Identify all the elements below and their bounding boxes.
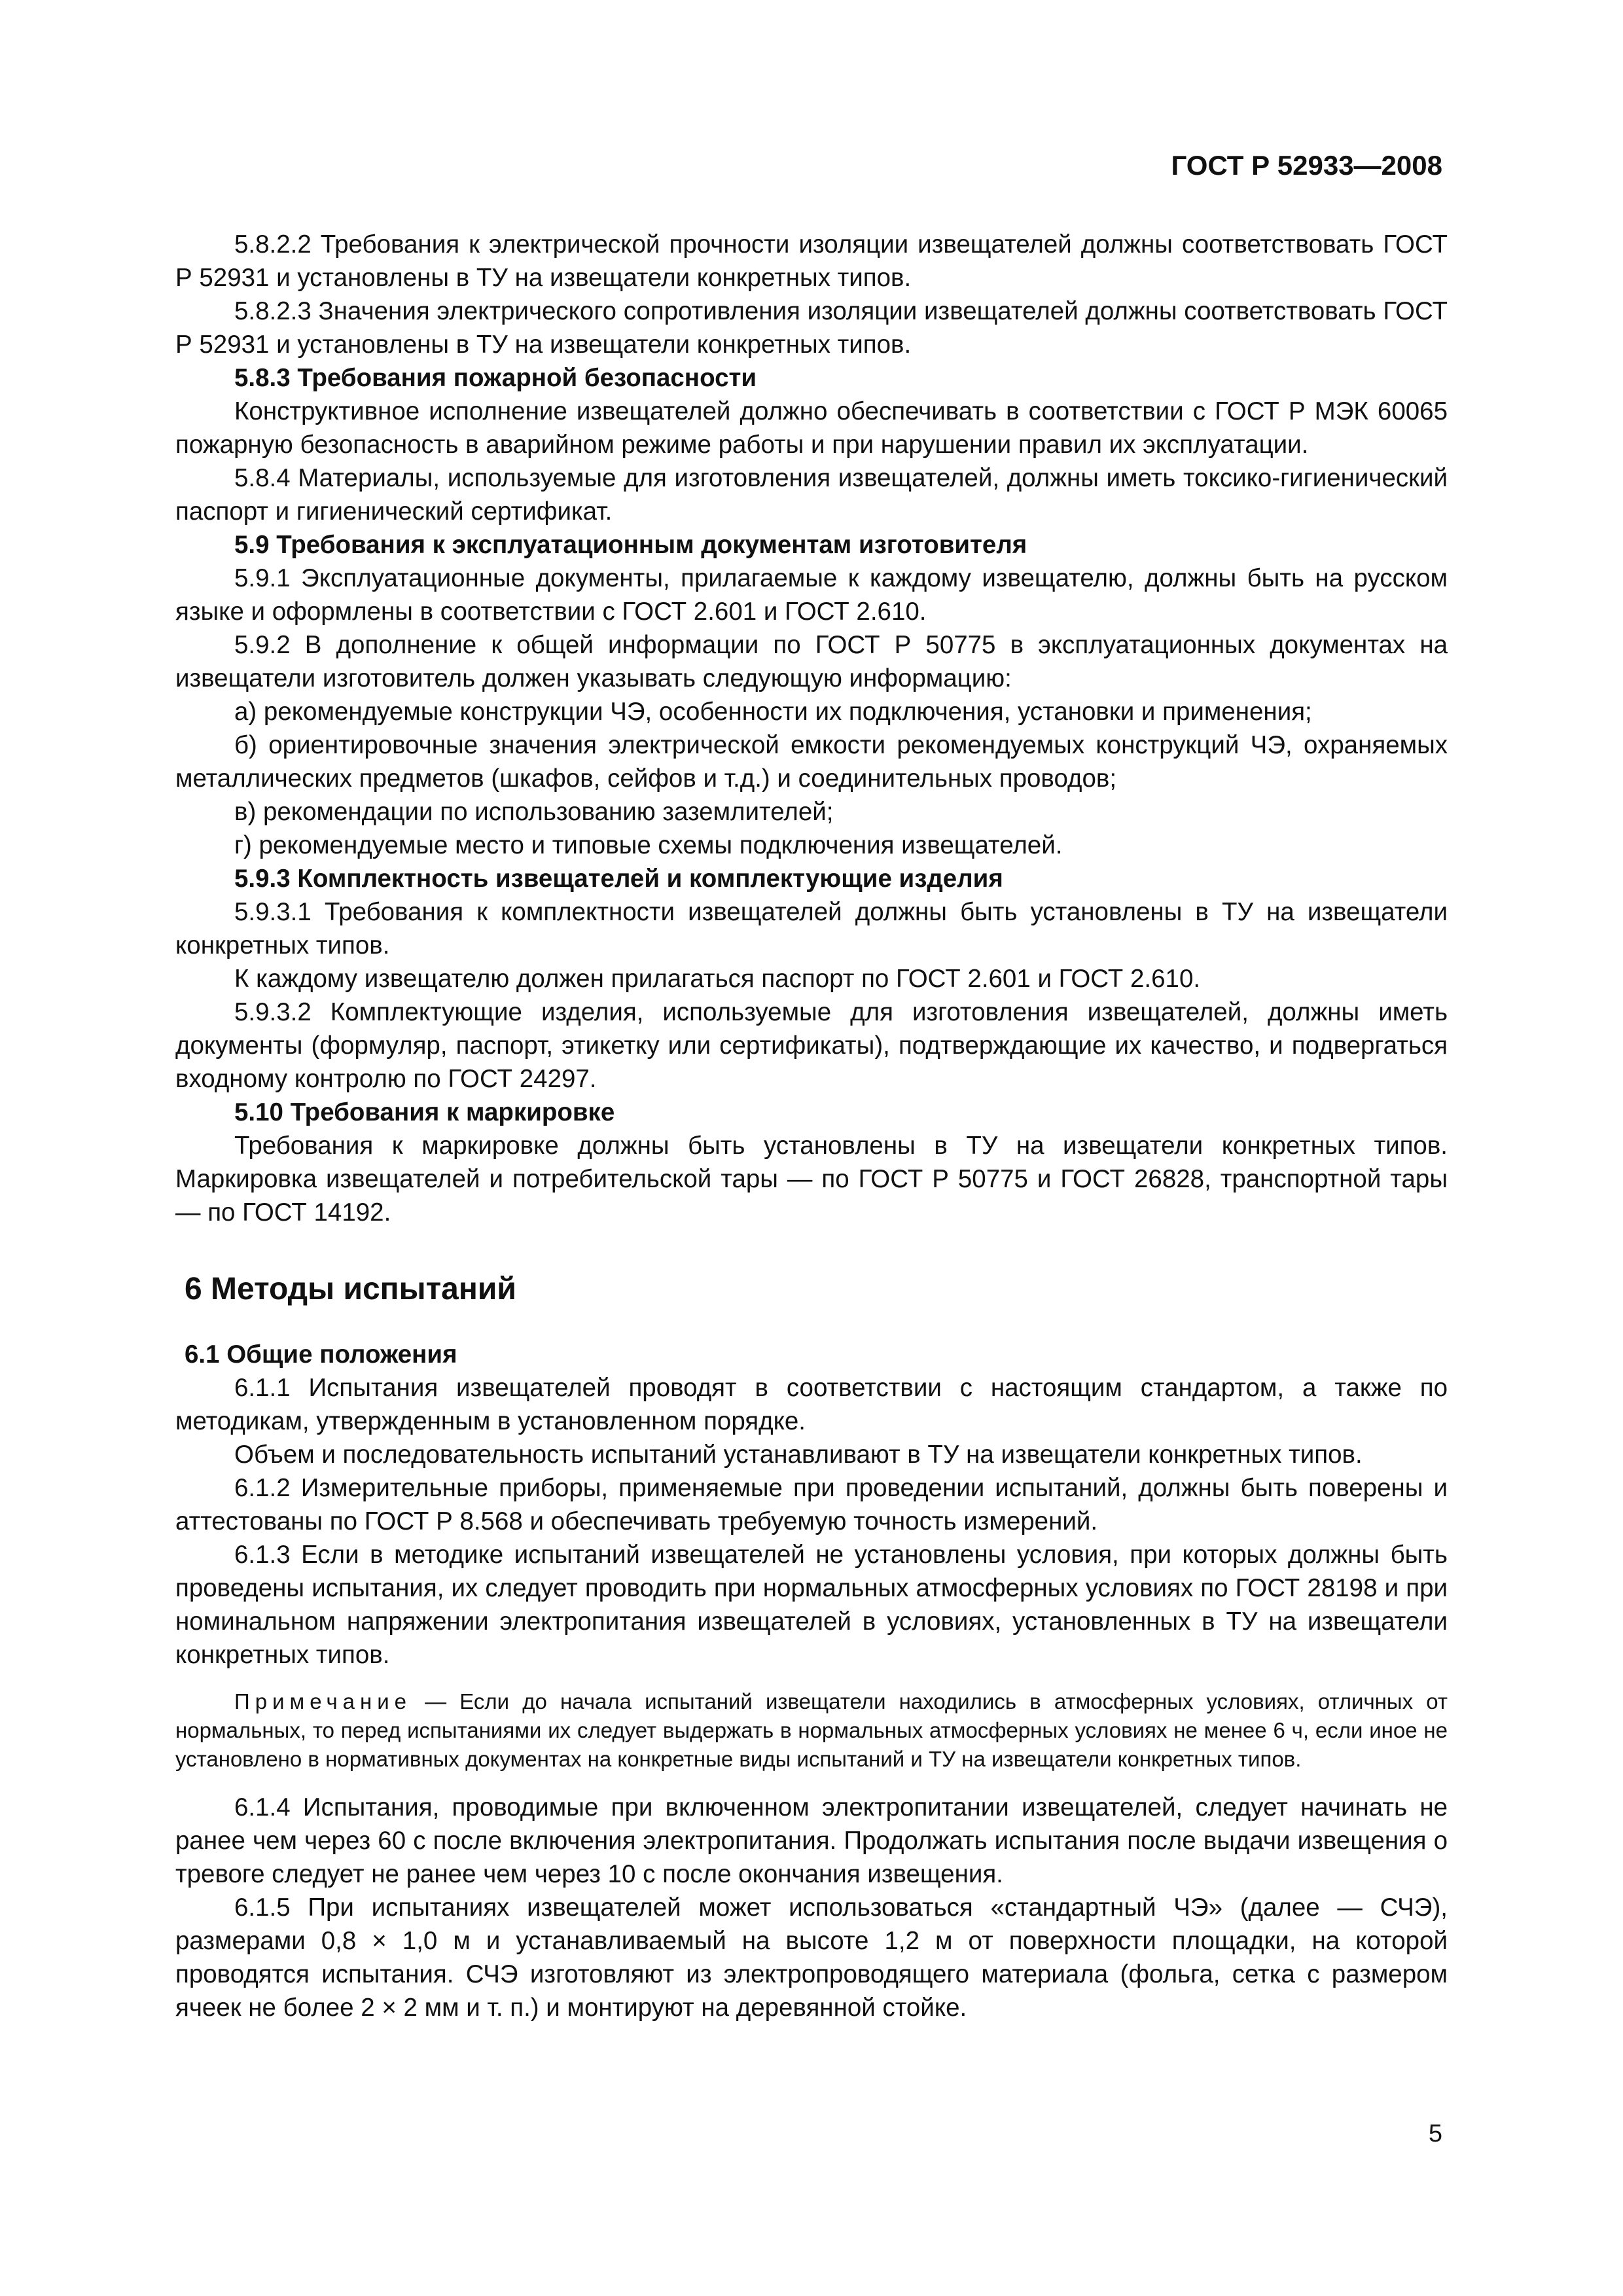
- paragraph: 5.9.1 Эксплуатационные документы, прилагаемые к каждому извещателю, должны быть на русском языке и оформлены в соответствии с ГОСТ 2.601 и ГОСТ 2.610.: [175, 564, 1448, 626]
- subsection-heading: 5.10 Требования к маркировке: [234, 1098, 615, 1126]
- paragraph: б) ориентировочные значения электрической емкости рекомендуемых конструкций ЧЭ, охраняемых металлических предметов (шкафов, сейфов и т.д.) и соединительных проводов;: [175, 731, 1448, 793]
- paragraph: 6.1.3 Если в методике испытаний извещателей не установлены условия, при которых должны быть проведены испытания, их следует проводить при нормальных атмосферных условиях по ГОСТ 28198 и при номинальном напряжении электропитания извещателей в условиях, установленных в ТУ на извещатели конкретных типов.: [175, 1541, 1448, 1669]
- subsection-heading: 5.8.3 Требования пожарной безопасности: [234, 364, 757, 392]
- paragraph: 5.8.2.3 Значения электрического сопротивления изоляции извещателей должны соответствовать ГОСТ Р 52931 и установлены в ТУ на извещатели конкретных типов.: [175, 297, 1448, 359]
- paragraph: 5.8.4 Материалы, используемые для изготовления извещателей, должны иметь токсико-гигиенический паспорт и гигиенический сертификат.: [175, 464, 1448, 526]
- page-number: 5: [1428, 2120, 1442, 2147]
- note-label: Примечание: [234, 1689, 412, 1713]
- paragraph: 6.1.4 Испытания, проводимые при включенном электропитании извещателей, следует начинать не ранее чем через 60 с после включения электропитания. Продолжать испытания после выдачи извещения о тревоге следует не ранее чем через 10 с после окончания извещения.: [175, 1793, 1448, 1888]
- main-text-flow: [175, 228, 1448, 1672]
- document-body: [175, 228, 1448, 2024]
- clause-heading: 6.1 Общие положения: [185, 1340, 457, 1369]
- subsection-heading: 5.9.3 Комплектность извещателей и комплектующие изделия: [234, 865, 1003, 893]
- paragraph: 6.1.5 При испытаниях извещателей может использоваться «стандартный ЧЭ» (далее — СЧЭ), размерами 0,8 × 1,0 м и устанавливаемый на высоте 1,2 м от поверхности площадки, на которой проводятся испытания. СЧЭ изготовляют из электропроводящего материала (фольга, сетка с размером ячеек не более 2 × 2 мм и т. п.) и монтируют на деревянной стойке.: [175, 1893, 1448, 2022]
- paragraph: Конструктивное исполнение извещателей должно обеспечивать в соответствии с ГОСТ Р МЭК 60065 пожарную безопасность в аварийном режиме работы и при нарушении правил их эксплуатации.: [175, 397, 1448, 459]
- paragraph: 5.9.3.2 Комплектующие изделия, используемые для изготовления извещателей, должны иметь документы (формуляр, паспорт, этикетку или сертификаты), подтверждающие их качество, и подвергаться входному контролю по ГОСТ 24297.: [175, 998, 1448, 1093]
- document-header: ГОСТ Р 52933—2008: [1171, 150, 1442, 181]
- paragraph: 5.9.3.1 Требования к комплектности извещателей должны быть установлены в ТУ на извещатели конкретных типов.: [175, 898, 1448, 960]
- paragraph: Объем и последовательность испытаний устанавливают в ТУ на извещатели конкретных типов.: [234, 1441, 1363, 1469]
- paragraph: 5.9.2 В дополнение к общей информации по ГОСТ Р 50775 в эксплуатационных документах на извещатели изготовитель должен указывать следующую информацию:: [175, 631, 1448, 692]
- note: [175, 1687, 1448, 1774]
- subsection-heading: 5.9 Требования к эксплуатационным документам изготовителя: [234, 531, 1027, 559]
- paragraph: 6.1.2 Измерительные приборы, применяемые при проведении испытаний, должны быть поверены и аттестованы по ГОСТ Р 8.568 и обеспечивать требуемую точность измерений.: [175, 1474, 1448, 1535]
- paragraph: 5.8.2.2 Требования к электрической прочности изоляции извещателей должны соответствовать ГОСТ Р 52931 и установлены в ТУ на извещатели конкретных типов.: [175, 230, 1448, 292]
- paragraph: г) рекомендуемые место и типовые схемы подключения извещателей.: [234, 831, 1063, 859]
- paragraph: в) рекомендации по использованию заземлителей;: [234, 798, 834, 826]
- after-text-flow: [175, 1791, 1448, 2024]
- section-heading: 6 Методы испытаний: [185, 1272, 516, 1306]
- paragraph: 6.1.1 Испытания извещателей проводят в соответствии с настоящим стандартом, а также по методикам, утвержденным в установленном порядке.: [175, 1374, 1448, 1435]
- paragraph: Требования к маркировке должны быть установлены в ТУ на извещатели конкретных типов. Маркировка извещателей и потребительской тары — по ГОСТ Р 50775 и ГОСТ 26828, транспортной тары — по ГОСТ 14192.: [175, 1132, 1448, 1227]
- paragraph: а) рекомендуемые конструкции ЧЭ, особенности их подключения, установки и применения;: [234, 698, 1312, 726]
- note-text: — Если до начала испытаний извещатели находились в атмосферных условиях, отличных от нормальных, то перед испытаниями их следует выдержать в нормальных атмосферных условиях не менее 6 ч, если иное не установлено в нормативных документах на конкретные виды испытаний и ТУ на извещатели конкретных типов.: [175, 1689, 1448, 1771]
- paragraph: К каждому извещателю должен прилагаться паспорт по ГОСТ 2.601 и ГОСТ 2.610.: [234, 965, 1201, 993]
